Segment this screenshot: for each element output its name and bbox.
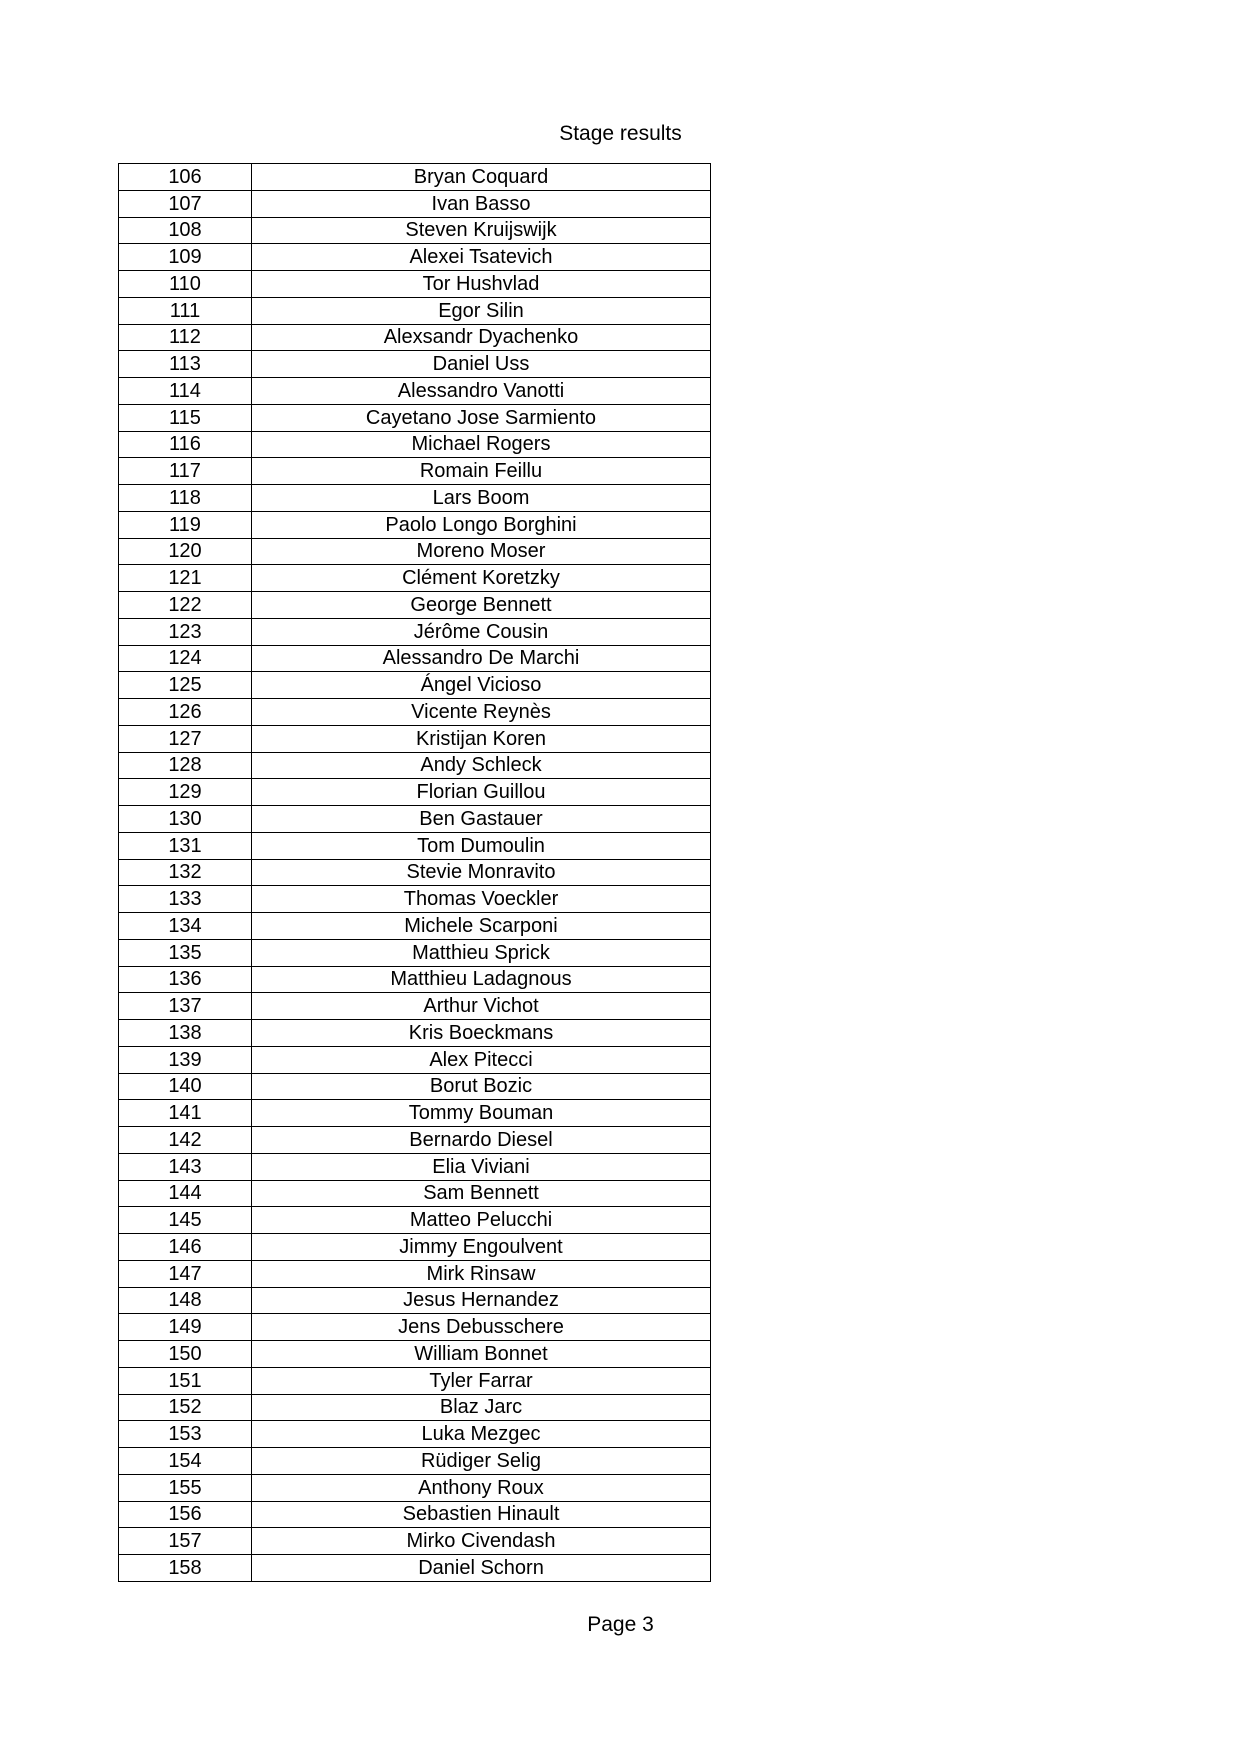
rider-name-cell: Jérôme Cousin: [252, 618, 711, 645]
rank-cell: 136: [119, 966, 252, 993]
table-row: [119, 752, 711, 779]
rider-name-cell: Ben Gastauer: [252, 806, 711, 833]
rider-name-cell: Tyler Farrar: [252, 1367, 711, 1394]
rank-cell: 121: [119, 565, 252, 592]
rank-cell: 123: [119, 618, 252, 645]
rank-cell: 109: [119, 244, 252, 271]
table-row: [119, 297, 711, 324]
page-title: Stage results: [559, 122, 682, 145]
rider-name-cell: Alex Pitecci: [252, 1046, 711, 1073]
rank-cell: 114: [119, 378, 252, 405]
table-row: [119, 779, 711, 806]
table-row: [119, 1287, 711, 1314]
table-row: [119, 378, 711, 405]
rider-name-cell: Jimmy Engoulvent: [252, 1234, 711, 1261]
rank-cell: 129: [119, 779, 252, 806]
table-row: [119, 1528, 711, 1555]
rider-name-cell: Elia Viviani: [252, 1153, 711, 1180]
rank-cell: 127: [119, 725, 252, 752]
table-row: [119, 699, 711, 726]
rider-name-cell: Sam Bennett: [252, 1180, 711, 1207]
rider-name-cell: Cayetano Jose Sarmiento: [252, 404, 711, 431]
rank-cell: 111: [119, 297, 252, 324]
rank-cell: 108: [119, 217, 252, 244]
table-row: [119, 1341, 711, 1368]
rank-cell: 152: [119, 1394, 252, 1421]
rank-cell: 140: [119, 1073, 252, 1100]
table-row: [119, 538, 711, 565]
table-row: [119, 271, 711, 298]
results-table-body: [119, 164, 711, 1582]
rank-cell: 107: [119, 190, 252, 217]
table-row: [119, 1555, 711, 1582]
table-row: [119, 431, 711, 458]
table-row: [119, 1207, 711, 1234]
rider-name-cell: Egor Silin: [252, 297, 711, 324]
rank-cell: 149: [119, 1314, 252, 1341]
rider-name-cell: Alessandro Vanotti: [252, 378, 711, 405]
table-row: [119, 1234, 711, 1261]
rank-cell: 153: [119, 1421, 252, 1448]
rider-name-cell: William Bonnet: [252, 1341, 711, 1368]
rider-name-cell: Florian Guillou: [252, 779, 711, 806]
table-row: [119, 939, 711, 966]
rider-name-cell: Moreno Moser: [252, 538, 711, 565]
rider-name-cell: Matthieu Sprick: [252, 939, 711, 966]
table-row: [119, 966, 711, 993]
table-row: [119, 1421, 711, 1448]
rider-name-cell: Mirk Rinsaw: [252, 1260, 711, 1287]
rank-cell: 142: [119, 1127, 252, 1154]
rider-name-cell: Kristijan Koren: [252, 725, 711, 752]
rider-name-cell: Blaz Jarc: [252, 1394, 711, 1421]
rank-cell: 131: [119, 832, 252, 859]
rider-name-cell: Alexei Tsatevich: [252, 244, 711, 271]
rank-cell: 139: [119, 1046, 252, 1073]
rider-name-cell: Jens Debusschere: [252, 1314, 711, 1341]
table-row: [119, 1501, 711, 1528]
rider-name-cell: Romain Feillu: [252, 458, 711, 485]
rank-cell: 106: [119, 164, 252, 191]
rank-cell: 116: [119, 431, 252, 458]
rider-name-cell: Vicente Reynès: [252, 699, 711, 726]
rank-cell: 113: [119, 351, 252, 378]
rank-cell: 138: [119, 1020, 252, 1047]
rank-cell: 158: [119, 1555, 252, 1582]
table-row: [119, 164, 711, 191]
rider-name-cell: Daniel Schorn: [252, 1555, 711, 1582]
rank-cell: 132: [119, 859, 252, 886]
rank-cell: 130: [119, 806, 252, 833]
table-row: [119, 404, 711, 431]
table-row: [119, 458, 711, 485]
rank-cell: 151: [119, 1367, 252, 1394]
rank-cell: 144: [119, 1180, 252, 1207]
page-number: Page 3: [587, 1613, 654, 1636]
table-row: [119, 886, 711, 913]
rider-name-cell: Thomas Voeckler: [252, 886, 711, 913]
table-row: [119, 1448, 711, 1475]
rank-cell: 128: [119, 752, 252, 779]
rank-cell: 118: [119, 485, 252, 512]
rider-name-cell: Alexsandr Dyachenko: [252, 324, 711, 351]
rider-name-cell: Clément Koretzky: [252, 565, 711, 592]
rank-cell: 147: [119, 1260, 252, 1287]
rider-name-cell: Michele Scarponi: [252, 913, 711, 940]
rider-name-cell: Ángel Vicioso: [252, 672, 711, 699]
table-row: [119, 1367, 711, 1394]
table-row: [119, 244, 711, 271]
table-row: [119, 324, 711, 351]
rank-cell: 133: [119, 886, 252, 913]
rider-name-cell: Bryan Coquard: [252, 164, 711, 191]
rider-name-cell: Daniel Uss: [252, 351, 711, 378]
rider-name-cell: Kris Boeckmans: [252, 1020, 711, 1047]
rank-cell: 156: [119, 1501, 252, 1528]
rider-name-cell: Mirko Civendash: [252, 1528, 711, 1555]
rank-cell: 146: [119, 1234, 252, 1261]
rider-name-cell: Stevie Monravito: [252, 859, 711, 886]
table-row: [119, 1394, 711, 1421]
rider-name-cell: Steven Kruijswijk: [252, 217, 711, 244]
rider-name-cell: Matthieu Ladagnous: [252, 966, 711, 993]
rank-cell: 155: [119, 1474, 252, 1501]
table-row: [119, 993, 711, 1020]
table-row: [119, 1153, 711, 1180]
rank-cell: 137: [119, 993, 252, 1020]
rider-name-cell: Tom Dumoulin: [252, 832, 711, 859]
rider-name-cell: Jesus Hernandez: [252, 1287, 711, 1314]
table-row: [119, 645, 711, 672]
table-row: [119, 592, 711, 619]
table-row: [119, 859, 711, 886]
rank-cell: 122: [119, 592, 252, 619]
rank-cell: 135: [119, 939, 252, 966]
rank-cell: 141: [119, 1100, 252, 1127]
rank-cell: 154: [119, 1448, 252, 1475]
rider-name-cell: Arthur Vichot: [252, 993, 711, 1020]
rank-cell: 134: [119, 913, 252, 940]
table-row: [119, 565, 711, 592]
table-row: [119, 1100, 711, 1127]
results-table: [118, 163, 711, 1582]
rider-name-cell: Michael Rogers: [252, 431, 711, 458]
table-row: [119, 1260, 711, 1287]
table-row: [119, 511, 711, 538]
rank-cell: 112: [119, 324, 252, 351]
table-row: [119, 1073, 711, 1100]
rider-name-cell: Paolo Longo Borghini: [252, 511, 711, 538]
table-row: [119, 485, 711, 512]
rank-cell: 115: [119, 404, 252, 431]
table-row: [119, 217, 711, 244]
rank-cell: 119: [119, 511, 252, 538]
table-row: [119, 1180, 711, 1207]
rank-cell: 157: [119, 1528, 252, 1555]
table-row: [119, 351, 711, 378]
rank-cell: 148: [119, 1287, 252, 1314]
table-row: [119, 190, 711, 217]
table-row: [119, 1020, 711, 1047]
rider-name-cell: Alessandro De Marchi: [252, 645, 711, 672]
rider-name-cell: Borut Bozic: [252, 1073, 711, 1100]
table-row: [119, 1474, 711, 1501]
rank-cell: 126: [119, 699, 252, 726]
table-row: [119, 1127, 711, 1154]
rider-name-cell: Andy Schleck: [252, 752, 711, 779]
rank-cell: 143: [119, 1153, 252, 1180]
rank-cell: 120: [119, 538, 252, 565]
rider-name-cell: George Bennett: [252, 592, 711, 619]
rank-cell: 117: [119, 458, 252, 485]
rider-name-cell: Luka Mezgec: [252, 1421, 711, 1448]
rank-cell: 110: [119, 271, 252, 298]
table-row: [119, 806, 711, 833]
rider-name-cell: Lars Boom: [252, 485, 711, 512]
rider-name-cell: Tommy Bouman: [252, 1100, 711, 1127]
rank-cell: 145: [119, 1207, 252, 1234]
rank-cell: 150: [119, 1341, 252, 1368]
rank-cell: 125: [119, 672, 252, 699]
table-row: [119, 618, 711, 645]
rider-name-cell: Tor Hushvlad: [252, 271, 711, 298]
rider-name-cell: Matteo Pelucchi: [252, 1207, 711, 1234]
rider-name-cell: Anthony Roux: [252, 1474, 711, 1501]
rank-cell: 124: [119, 645, 252, 672]
table-row: [119, 725, 711, 752]
table-row: [119, 913, 711, 940]
table-row: [119, 1314, 711, 1341]
table-row: [119, 832, 711, 859]
table-row: [119, 1046, 711, 1073]
rider-name-cell: Sebastien Hinault: [252, 1501, 711, 1528]
table-row: [119, 672, 711, 699]
rider-name-cell: Bernardo Diesel: [252, 1127, 711, 1154]
rider-name-cell: Ivan Basso: [252, 190, 711, 217]
rider-name-cell: Rüdiger Selig: [252, 1448, 711, 1475]
